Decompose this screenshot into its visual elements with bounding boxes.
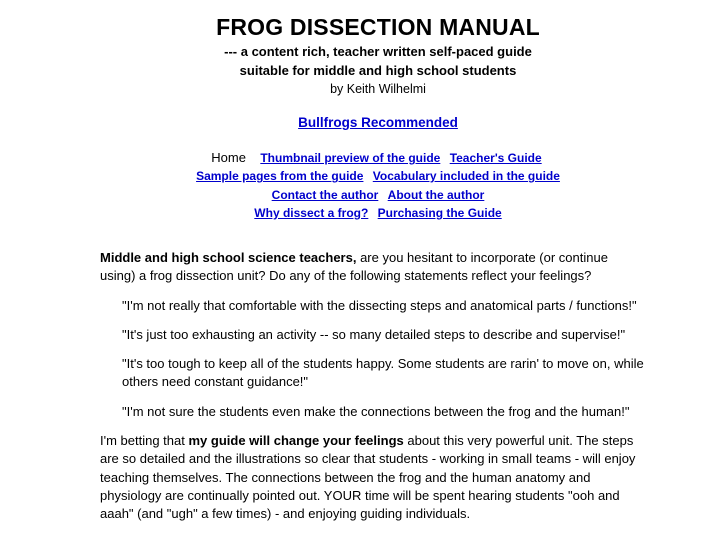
nav-sample-pages-link[interactable]: Sample pages from the guide	[196, 169, 364, 184]
nav-purchasing-link[interactable]: Purchasing the Guide	[377, 205, 502, 220]
nav-contact-author-link[interactable]: Contact the author	[271, 187, 379, 202]
nav-thumbnail-preview-link[interactable]: Thumbnail preview of the guide	[260, 151, 441, 165]
nav-row-1	[0, 149, 727, 167]
quote-3: "It's too tough to keep all of the students happy. Some students are rarin' to move on, while others need constant guidance!"	[122, 356, 644, 390]
subtitle-line-2: suitable for middle and high school students	[239, 63, 517, 78]
quote-2: "It's just too exhausting an activity -- so many detailed steps to describe and supervise!"	[122, 326, 626, 342]
betting-prefix: I'm betting that	[100, 433, 189, 449]
quote-4: "I'm not sure the students even make the connections between the frog and the human!"	[122, 403, 630, 419]
betting-paragraph	[100, 432, 645, 523]
bullfrogs-recommended-link[interactable]: Bullfrogs Recommended	[298, 115, 458, 130]
page-header	[0, 12, 727, 98]
nav-row-4	[0, 204, 727, 222]
nav-teachers-guide-link[interactable]: Teacher's Guide	[449, 151, 542, 165]
author-byline: by Keith Wilhelmi	[330, 82, 426, 96]
nav-row-2	[0, 167, 727, 185]
nav-home-current: Home	[211, 150, 246, 165]
intro-bold-text: Middle and high school science teachers,	[100, 250, 357, 265]
page-title: FROG DISSECTION MANUAL	[216, 14, 540, 40]
main-navigation	[0, 149, 727, 222]
main-content	[100, 249, 645, 535]
intro-paragraph	[100, 249, 645, 286]
intro-text: are you hesitant to incorporate (or continue using) a frog dissection unit? Do any of the following statements reflect your feelings?	[100, 250, 608, 284]
betting-text: about this very powerful unit. The steps are so detailed and the illustrations so clear that students - working in small teams - will enjoy teaching themselves. The connections between the frog and the human anatomy and physiology are continually pointed out. YOUR time will be spent hearing students "ooh and aaah" (and "ugh" a few times) - and enjoying guiding individuals.	[100, 433, 636, 522]
betting-bold-text: my guide will change your feelings	[188, 433, 404, 449]
nav-why-dissect-link[interactable]: Why dissect a frog?	[254, 205, 369, 220]
recommend-section	[0, 114, 727, 132]
subtitle-line-1: --- a content rich, teacher written self-paced guide	[224, 44, 532, 59]
nav-row-3	[0, 186, 727, 204]
nav-about-author-link[interactable]: About the author	[387, 187, 485, 202]
nav-vocabulary-link[interactable]: Vocabulary included in the guide	[372, 169, 560, 184]
quote-1: "I'm not really that comfortable with the dissecting steps and anatomical parts / functions!"	[122, 297, 637, 313]
